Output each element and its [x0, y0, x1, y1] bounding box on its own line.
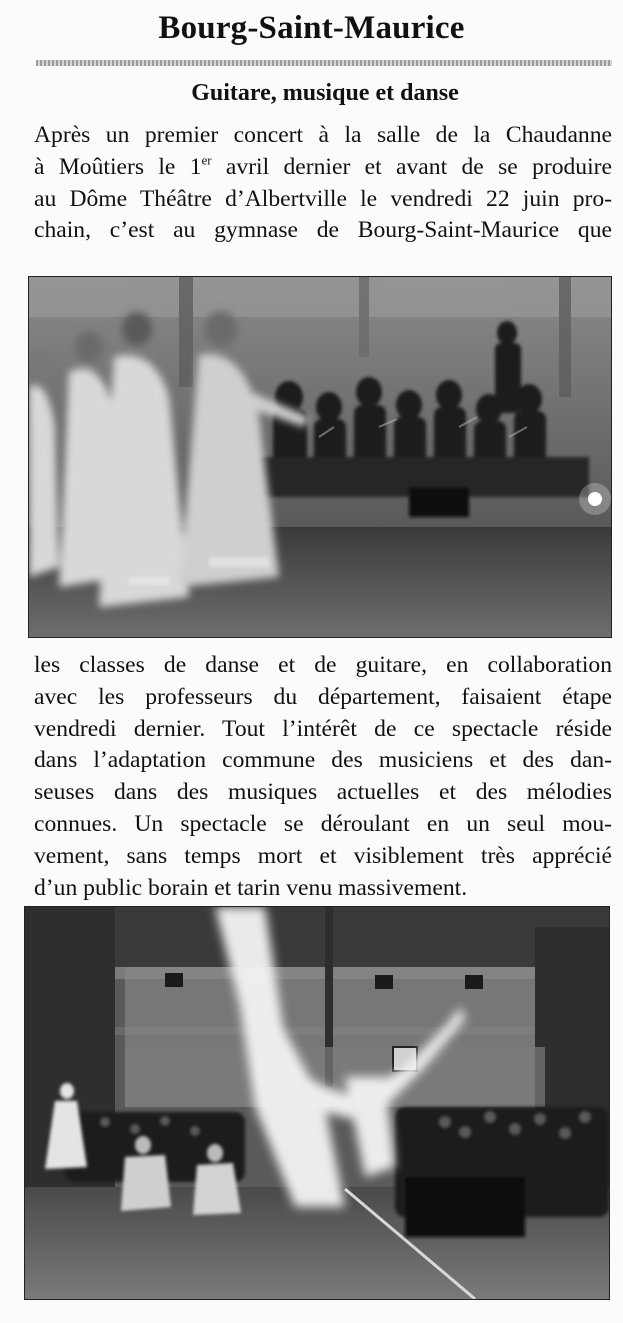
body-line: vendredi dernier. Tout l’intérêt de ce spectacle réside — [34, 715, 612, 742]
body-line: avec les professeurs du département, faisaient étape — [34, 683, 612, 710]
intro-line-part: à Moûtiers le 1 — [34, 153, 202, 180]
intro-paragraph — [34, 120, 612, 247]
intro-line: Après un premier concert à la salle de la Chaudanne — [34, 122, 612, 148]
photo-gymnasium-dance — [24, 906, 610, 1300]
photo-dancers-orchestra — [28, 276, 612, 638]
article-title: Bourg-Saint-Maurice — [158, 10, 465, 46]
photo-gymnasium-dance-image — [25, 907, 609, 1299]
body-line: dans l’adaptation commune des musiciens et des dan- — [34, 747, 612, 774]
body-line: les classes de danse et de guitare, en collaboration — [34, 652, 612, 678]
intro-line: chain, c’est au gymnase de Bourg-Saint-Maurice que — [34, 217, 612, 244]
title-rule — [36, 60, 612, 66]
photo-dancers-orchestra-image — [29, 277, 611, 637]
body-line: vement, sans temps mort et visiblement très apprécié — [34, 842, 612, 869]
ordinal-suffix: er — [201, 152, 212, 168]
body-line: connues. Un spectacle se déroulant en un seul mou- — [34, 810, 612, 837]
body-line: d’un public borain et tarin venu massivement. — [34, 874, 468, 901]
intro-line-part: avril dernier et avant de se produire — [211, 153, 612, 180]
intro-line — [34, 152, 612, 184]
body-paragraph — [34, 650, 612, 904]
intro-line: au Dôme Théâtre d’Albertville le vendredi 22 juin pro- — [34, 185, 612, 212]
article-subtitle: Guitare, musique et danse — [191, 80, 459, 106]
body-line: seuses dans des musiques actuelles et des mélodies — [34, 779, 612, 806]
